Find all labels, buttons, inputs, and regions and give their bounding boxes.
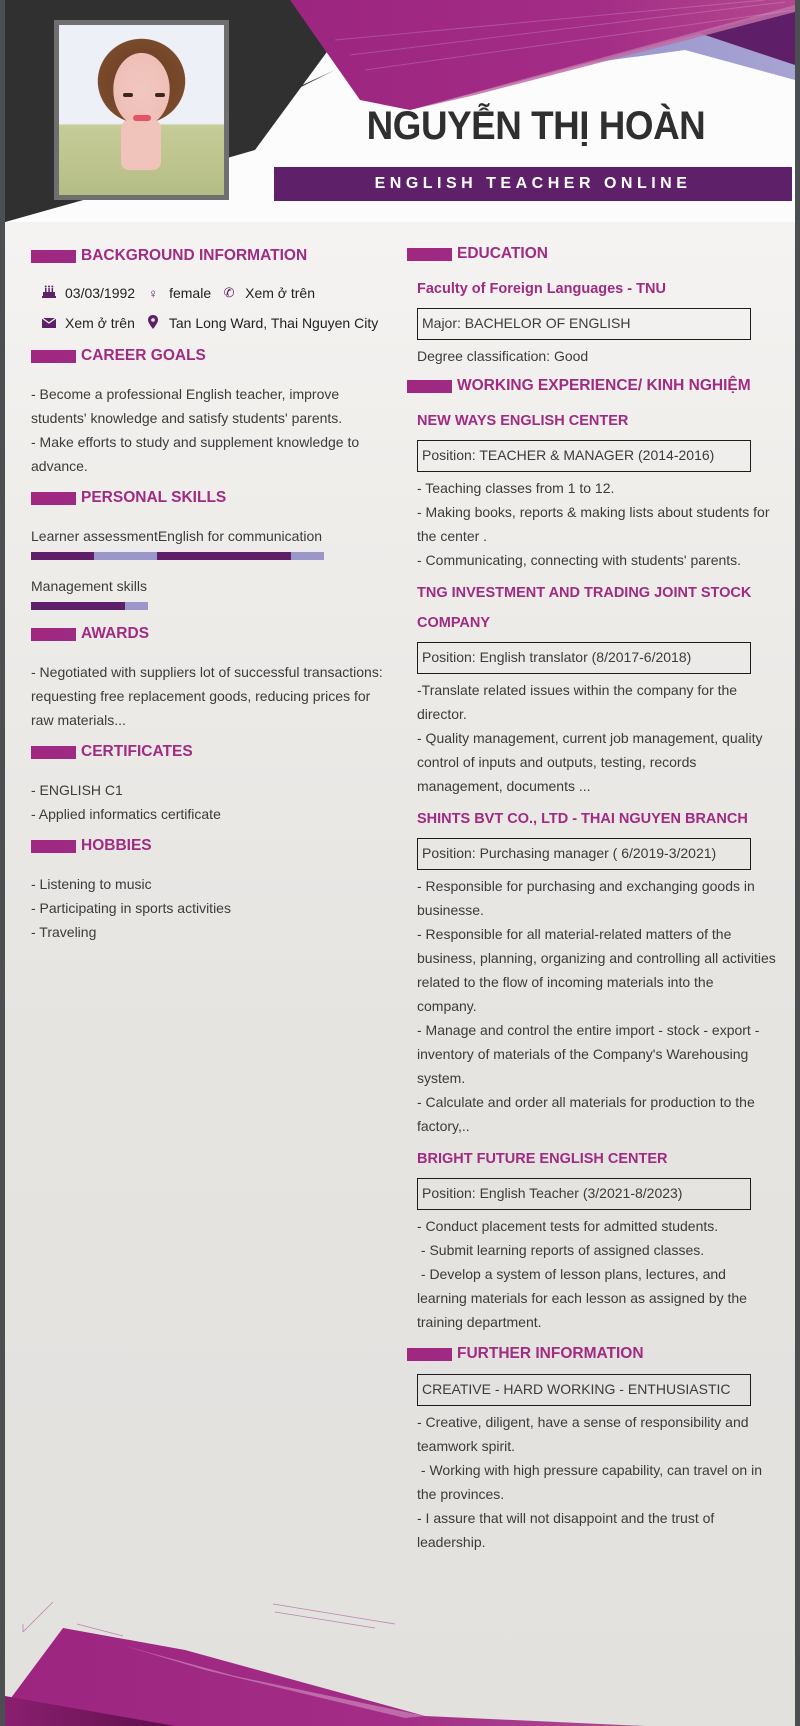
envelope-icon: [41, 316, 57, 331]
company-name: SHINTS BVT CO., LTD - THAI NGUYEN BRANCH: [417, 811, 748, 827]
info-row-1: [31, 278, 391, 308]
section-education: [407, 242, 777, 266]
job-entry: [407, 1144, 777, 1334]
section-title: PERSONAL SKILLS: [81, 489, 227, 506]
career-goal-line: - Become a professional English teacher, improve students' knowledge and satisfy students' parents.: [31, 386, 343, 426]
hobbies-text: [31, 868, 391, 944]
hobby-line: - Traveling: [31, 924, 97, 940]
email: Xem ở trên: [65, 315, 135, 331]
duty-line: - Conduct placement tests for admitted students.: [417, 1218, 719, 1234]
section-bar: [31, 746, 76, 759]
section-further-info: [407, 1342, 777, 1366]
gender: female: [169, 285, 212, 301]
duty-line: - Making books, reports & making lists about students for the center .: [417, 504, 770, 544]
degree-classification: Degree classification: Good: [417, 348, 589, 364]
section-title: HOBBIES: [81, 837, 152, 854]
phone: Xem ở trên: [245, 285, 315, 301]
section-certificates: [31, 740, 391, 764]
section-bar: [407, 380, 452, 393]
section-title: CAREER GOALS: [81, 347, 206, 364]
duty-line: - Manage and control the entire import - stock - export - inventory of materials of the Company's Warehousing system.: [417, 1022, 760, 1086]
duty-line: - Quality management, current job management, quality control of inputs and outputs, testing, records management, documents ...: [417, 730, 763, 794]
duty-line: - Submit learning reports of assigned classes.: [417, 1242, 705, 1258]
section-title: FURTHER INFORMATION: [457, 1345, 644, 1362]
job-duties: [407, 476, 777, 572]
awards-text: [31, 656, 391, 732]
skill-bars-row2: [31, 602, 391, 610]
job-duties: [407, 1214, 777, 1334]
section-bar: [31, 350, 76, 363]
section-title: AWARDS: [81, 625, 150, 642]
position-box: Position: Purchasing manager ( 6/2019-3/2021): [417, 838, 751, 870]
position-box: Position: English Teacher (3/2021-8/2023): [417, 1178, 751, 1210]
job-duties: [407, 874, 777, 1138]
address: Tan Long Ward, Thai Nguyen City: [168, 315, 379, 331]
position-box: Position: TEACHER & MANAGER (2014-2016): [417, 440, 751, 472]
career-goal-line: - Make efforts to study and supplement knowledge to advance.: [31, 434, 360, 474]
footer-decoration: [5, 1566, 795, 1726]
section-hobbies: [31, 834, 391, 858]
section-title: BACKGROUND INFORMATION: [81, 247, 308, 264]
hobby-line: - Listening to music: [31, 876, 152, 892]
section-background: [31, 244, 391, 268]
skill-bar-learner-assessment: [31, 552, 157, 560]
cv-header: [5, 0, 795, 222]
certificate-line: - Applied informatics certificate: [31, 806, 221, 822]
further-line: - Creative, diligent, have a sense of responsibility and teamwork spirit.: [417, 1414, 749, 1454]
profile-photo: [59, 25, 224, 195]
job-title-banner: ENGLISH TEACHER ONLINE: [274, 167, 792, 201]
duty-line: - Responsible for all material-related matters of the business, planning, organizing and controlling all activities related to the flow of incoming materials into the company.: [417, 926, 776, 1014]
company-name: BRIGHT FUTURE ENGLISH CENTER: [417, 1151, 668, 1167]
female-icon: ♀: [148, 285, 158, 301]
map-pin-icon: [145, 315, 161, 332]
skill-label-row1: Learner assessmentEnglish for communication: [31, 528, 323, 544]
skill-label-row2: Management skills: [31, 578, 147, 594]
skill-bars-row1: [31, 552, 391, 560]
duty-line: - Develop a system of lesson plans, lectures, and learning materials for each lesson as assigned by the training department.: [417, 1266, 751, 1330]
duty-line: - Teaching classes from 1 to 12.: [417, 480, 615, 496]
section-bar: [31, 492, 76, 505]
award-line: - Negotiated with suppliers lot of successful transactions: requesting free replacement goods, reducing prices for raw materials...: [31, 664, 383, 728]
position-box: Position: English translator (8/2017-6/2018): [417, 642, 751, 674]
left-column: [31, 244, 391, 944]
career-goals-text: [31, 378, 391, 478]
certificates-text: [31, 774, 391, 826]
company-name: TNG INVESTMENT AND TRADING JOINT STOCK COMPANY: [417, 585, 752, 631]
section-bar: [407, 1348, 452, 1361]
phone-icon: ✆: [223, 285, 235, 300]
cake-icon: [41, 285, 57, 301]
certificate-line: - ENGLISH C1: [31, 782, 123, 798]
info-row-2: [31, 308, 391, 338]
candidate-name: NGUYỄN THỊ HOÀN: [366, 104, 706, 148]
profile-photo-frame: [54, 20, 229, 200]
summary-box: CREATIVE - HARD WORKING - ENTHUSIASTIC: [417, 1374, 751, 1406]
section-experience: [407, 374, 777, 398]
duty-line: -Translate related issues within the company for the director.: [417, 682, 738, 722]
section-awards: [31, 622, 391, 646]
skill-bar-english-communication: [157, 552, 324, 560]
major-box: Major: BACHELOR OF ENGLISH: [417, 308, 751, 340]
section-title: EDUCATION: [457, 245, 548, 262]
further-line: - Working with high pressure capability, can travel on in the provinces.: [417, 1462, 766, 1502]
school-name: Faculty of Foreign Languages - TNU: [417, 281, 666, 297]
duty-line: - Communicating, connecting with students' parents.: [417, 552, 742, 568]
section-bar: [31, 840, 76, 853]
further-text: [407, 1410, 777, 1554]
company-name: NEW WAYS ENGLISH CENTER: [417, 413, 629, 429]
section-bar: [31, 628, 76, 641]
job-duties: [407, 678, 777, 798]
skill-bar-management: [31, 602, 148, 610]
job-entry: [407, 804, 777, 1138]
section-personal-skills: [31, 486, 391, 510]
further-line: - I assure that will not disappoint and the trust of leadership.: [417, 1510, 715, 1550]
job-entry: [407, 406, 777, 572]
section-title: CERTIFICATES: [81, 743, 193, 760]
section-title: WORKING EXPERIENCE/ KINH NGHIỆM: [457, 377, 751, 394]
cv-page: [5, 0, 795, 1726]
section-career-goals: [31, 344, 391, 368]
section-bar: [31, 250, 76, 263]
birthday: 03/03/1992: [65, 285, 136, 301]
duty-line: - Calculate and order all materials for production to the factory,..: [417, 1094, 755, 1134]
hobby-line: - Participating in sports activities: [31, 900, 231, 916]
section-bar: [407, 248, 452, 261]
right-column: [407, 242, 777, 1554]
job-entry: [407, 578, 777, 798]
duty-line: - Responsible for purchasing and exchanging goods in businesse.: [417, 878, 755, 918]
